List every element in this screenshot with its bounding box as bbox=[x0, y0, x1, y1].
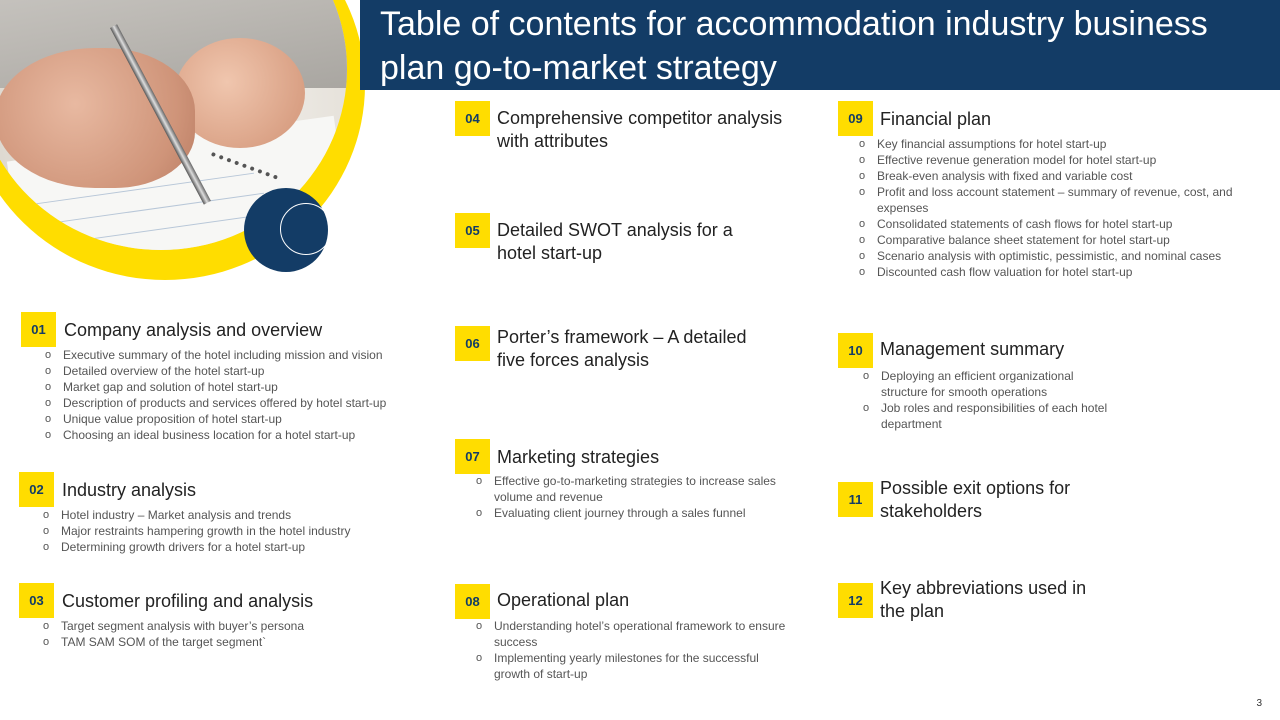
bullet-item: o Detailed overview of the hotel start-up bbox=[45, 363, 435, 379]
section-heading: Detailed SWOT analysis for a hotel start-up bbox=[497, 220, 733, 263]
bullet-item: o Target segment analysis with buyer’s persona bbox=[43, 618, 433, 634]
section-bullets bbox=[476, 473, 786, 521]
bullet-item: o Consolidated statements of cash flows for hotel start-up bbox=[859, 216, 1269, 232]
section-number-badge: 05 bbox=[455, 213, 490, 248]
section-heading: Key abbreviations used in the plan bbox=[880, 578, 1087, 621]
white-circle-outline bbox=[280, 203, 332, 255]
bullet-item: o Market gap and solution of hotel start-up bbox=[45, 379, 435, 395]
bullet-item: o TAM SAM SOM of the target segment` bbox=[43, 634, 433, 650]
bullet-item: o Effective revenue generation model for hotel start-up bbox=[859, 152, 1269, 168]
bullet-item: o Description of products and services offered by hotel start-up bbox=[45, 395, 435, 411]
section-number-badge: 07 bbox=[455, 439, 490, 474]
hero-image-frame bbox=[0, 0, 370, 280]
section-number-badge: 02 bbox=[19, 472, 54, 507]
section-number-badge: 01 bbox=[21, 312, 56, 347]
section-heading: Financial plan bbox=[880, 109, 992, 129]
bullet-item: o Executive summary of the hotel including mission and vision bbox=[45, 347, 435, 363]
bullet-item: o Job roles and responsibilities of each hotel department bbox=[863, 400, 1113, 432]
bullet-item: o Scenario analysis with optimistic, pessimistic, and nominal cases bbox=[859, 248, 1269, 264]
section-heading: Comprehensive competitor analysis with attributes bbox=[497, 108, 783, 151]
section-heading: Industry analysis bbox=[62, 480, 197, 500]
section-heading: Customer profiling and analysis bbox=[62, 591, 314, 611]
bullet-item: o Choosing an ideal business location for a hotel start-up bbox=[45, 427, 435, 443]
section-number-badge: 12 bbox=[838, 583, 873, 618]
bullet-item: o Understanding hotel’s operational framework to ensure success bbox=[476, 618, 796, 650]
bullet-item: o Profit and loss account statement – summary of revenue, cost, and expenses bbox=[859, 184, 1249, 216]
bullet-item: o Hotel industry – Market analysis and trends bbox=[43, 507, 433, 523]
section-bullets bbox=[863, 368, 1113, 432]
slide-title: Table of contents for accommodation industry business plan go-to-market strategy bbox=[380, 5, 1208, 87]
bullet-item: o Implementing yearly milestones for the successful growth of start-up bbox=[476, 650, 796, 682]
section-number-badge: 04 bbox=[455, 101, 490, 136]
bullet-item: o Major restraints hampering growth in the hotel industry bbox=[43, 523, 433, 539]
section-bullets bbox=[43, 507, 433, 555]
section-heading: Possible exit options for stakeholders bbox=[880, 478, 1071, 521]
section-bullets bbox=[45, 347, 435, 443]
bullet-item: o Unique value proposition of hotel start-up bbox=[45, 411, 435, 427]
section-number-badge: 09 bbox=[838, 101, 873, 136]
section-number-badge: 10 bbox=[838, 333, 873, 368]
section-number-badge: 03 bbox=[19, 583, 54, 618]
section-heading: Marketing strategies bbox=[497, 447, 660, 467]
section-heading: Porter’s framework – A detailed five forces analysis bbox=[497, 327, 747, 370]
bullet-item: o Comparative balance sheet statement for hotel start-up bbox=[859, 232, 1269, 248]
section-bullets bbox=[476, 618, 796, 682]
section-number-badge: 08 bbox=[455, 584, 490, 619]
section-heading: Management summary bbox=[880, 339, 1065, 359]
bullet-item: o Discounted cash flow valuation for hotel start-up bbox=[859, 264, 1269, 280]
section-heading: Operational plan bbox=[497, 590, 630, 610]
bullet-item: o Deploying an efficient organizational structure for smooth operations bbox=[863, 368, 1113, 400]
bullet-item: o Break-even analysis with fixed and variable cost bbox=[859, 168, 1269, 184]
section-number-badge: 06 bbox=[455, 326, 490, 361]
section-bullets bbox=[859, 136, 1269, 280]
page-number: 3 bbox=[1256, 698, 1262, 709]
bullet-item: o Effective go-to-marketing strategies to increase sales volume and revenue bbox=[476, 473, 786, 505]
bullet-item: o Determining growth drivers for a hotel start-up bbox=[43, 539, 433, 555]
section-number-badge: 11 bbox=[838, 482, 873, 517]
section-bullets bbox=[43, 618, 433, 650]
bullet-item: o Evaluating client journey through a sales funnel bbox=[476, 505, 786, 521]
bullet-item: o Key financial assumptions for hotel start-up bbox=[859, 136, 1269, 152]
section-heading: Company analysis and overview bbox=[64, 320, 323, 340]
